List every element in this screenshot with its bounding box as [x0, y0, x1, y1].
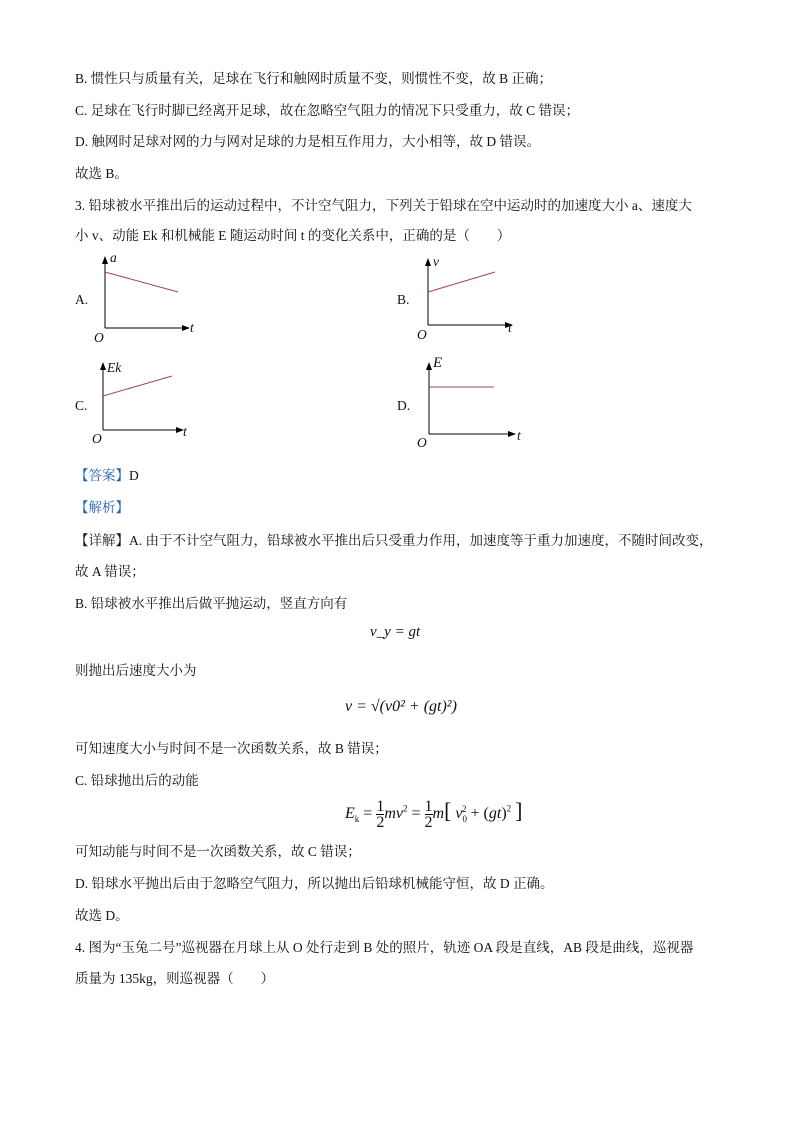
graph-line: [428, 272, 495, 292]
x-arrow: [508, 431, 516, 437]
option-d-label: D.: [397, 398, 411, 413]
text-line: 【详解】A. 由于不计空气阻力，铅球被水平推出后只受重力作用，加速度等于重力加速度，不随时间改变，: [75, 533, 713, 548]
formula-vy: v_y = gt: [370, 624, 421, 640]
y-arrow: [100, 362, 106, 370]
graph-b: [413, 250, 533, 350]
text-line: C. 铅球抛出后的动能: [75, 773, 199, 788]
text-line: 故 A 错误；: [75, 564, 145, 579]
graph-c: [88, 356, 208, 456]
origin-label: O: [94, 330, 104, 345]
graph-line: [105, 272, 178, 292]
text-line: D. 铅球水平抛出后由于忽略空气阻力，所以抛出后铅球机械能守恒，故 D 正确。: [75, 876, 554, 891]
text-line: B. 惯性只与质量有关，足球在飞行和触网时质量不变，则惯性不变，故 B 正确；: [75, 71, 553, 86]
graph-d: [414, 356, 534, 456]
answer-line: [75, 464, 139, 484]
y-arrow: [426, 362, 432, 370]
x-arrow: [182, 325, 190, 331]
y-arrow: [102, 256, 108, 264]
question-4-cont: 质量为 135kg，则巡视器（ ）: [75, 971, 275, 986]
text-line: 可知动能与时间不是一次函数关系，故 C 错误；: [75, 844, 361, 859]
option-a-label: A.: [75, 292, 89, 307]
text-line: B. 铅球被水平推出后做平抛运动，竖直方向有: [75, 596, 348, 611]
question-4: 4. 图为“玉兔二号”巡视器在月球上从 O 处行走到 B 处的照片，轨迹 OA 段是直线，AB 段是曲线，巡视器: [75, 940, 694, 955]
y-label: a: [110, 250, 117, 265]
x-label: t: [517, 428, 521, 443]
option-c-label: C.: [75, 398, 88, 413]
origin-label: O: [92, 431, 102, 446]
graph-line: [103, 376, 172, 396]
x-label: t: [183, 424, 187, 439]
y-arrow: [425, 258, 431, 266]
answer-tag: 【答案】: [75, 468, 129, 483]
origin-label: O: [417, 435, 427, 450]
answer-value: D: [129, 468, 139, 483]
origin-label: O: [417, 327, 427, 342]
text-line: D. 触网时足球对网的力与网对足球的力是相互作用力，大小相等，故 D 错误。: [75, 134, 540, 149]
text-line: 故选 B。: [75, 166, 128, 181]
y-label: v: [433, 254, 439, 269]
text-line: 可知速度大小与时间不是一次函数关系，故 B 错误；: [75, 741, 388, 756]
text-line: 则抛出后速度大小为: [75, 663, 197, 678]
x-label: t: [190, 320, 194, 335]
y-label: E: [433, 355, 443, 371]
formula-v: v = √(v0² + (gt)²): [345, 698, 457, 715]
x-label: t: [508, 320, 512, 335]
analysis-tag: 【解析】: [75, 500, 129, 515]
formula-ek: $E_k = 1$ 2 $mv^2 = 1$ 2 m[ $v_0^2 + (gt)^2$ ]: [345, 797, 523, 831]
y-label: Ek: [107, 360, 122, 375]
option-b-label: B.: [397, 292, 410, 307]
text-line: 故选 D。: [75, 908, 129, 923]
text-line: C. 足球在飞行时脚已经离开足球，故在忽略空气阻力的情况下只受重力，故 C 错误；: [75, 103, 580, 118]
question-3-cont: 小 v、动能 Ek 和机械能 E 随运动时间 t 的变化关系中，正确的是（ ）: [75, 228, 511, 243]
question-3: 3. 铅球被水平推出后的运动过程中，不计空气阻力，下列关于铅球在空中运动时的加速度大小 a、速度大: [75, 198, 692, 213]
